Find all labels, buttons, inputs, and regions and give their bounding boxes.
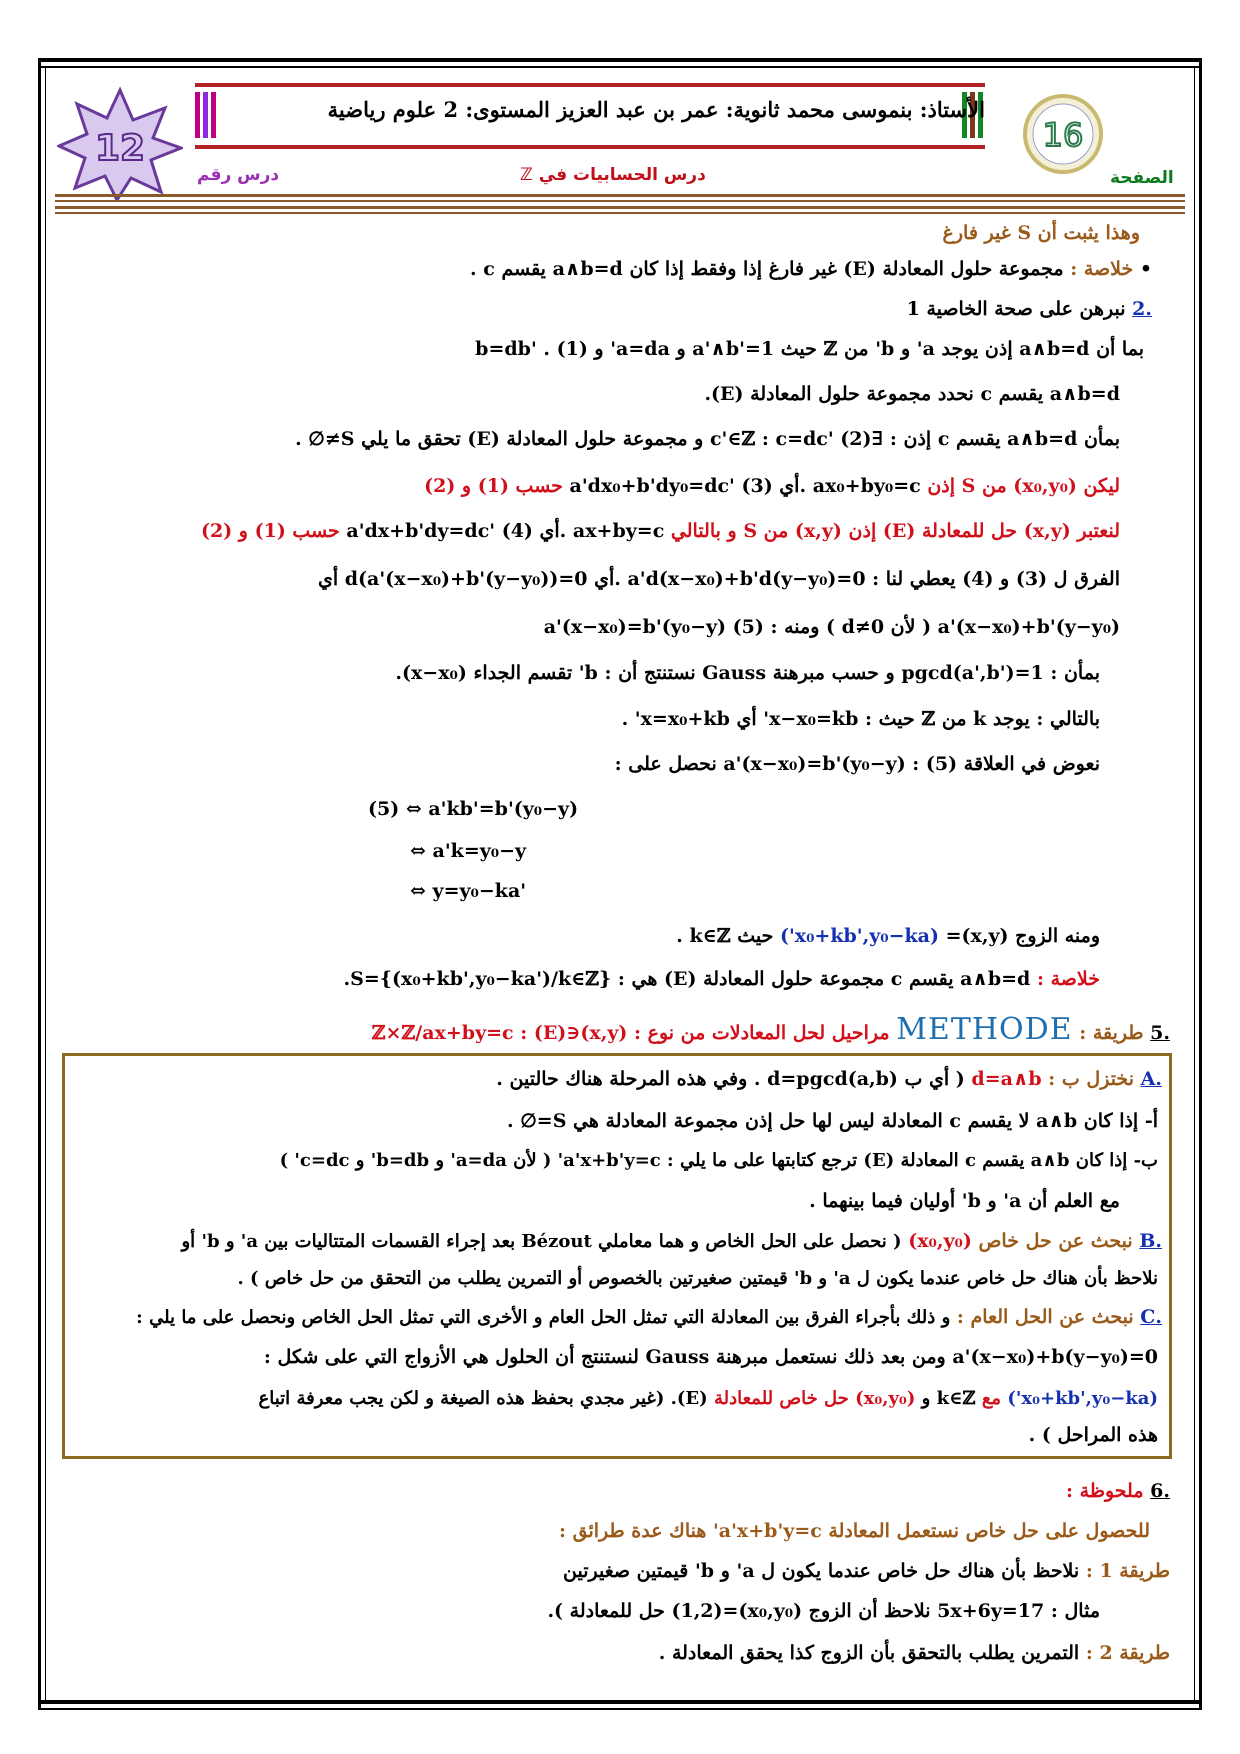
body-line-5: a∧b=d يقسم c نحدد مجموعة حلول المعادلة (E). [704, 383, 1120, 405]
body-line-10: a'(x−x₀)+b'(y−y₀) ( لأن d≠0 ) ومنه : a'(x−x₀)=b'(y₀−y) (5) [543, 616, 1120, 638]
line-8-part-b: (x,y) من S و بالتالي [670, 520, 842, 542]
lesson-title: درس الحسابيات في ℤ [520, 165, 706, 185]
body-line-7 [424, 475, 1120, 497]
header-divider-4 [55, 212, 1185, 214]
note-method-2-label: طريقة 2 : [1085, 1642, 1170, 1664]
line-17-part-a: ومنه الزوج (x,y)= [945, 925, 1100, 947]
step-c-text-2: و ذلك بأجراء الفرق بين المعادلة التي تمثل الحل العام و الأخرى التي تمثل الحل الخاص ونحصل على ما يلي : [136, 1307, 951, 1328]
section-2-heading [907, 298, 1152, 320]
line-8-part-a: لنعتبر (x,y) حل للمعادلة (E) إذن [848, 520, 1120, 542]
conclusion-text: مجموعة حلول المعادلة (E) غير فارغ إذا وفقط إذا كان a∧b=d يقسم c . [470, 258, 1064, 280]
conclusion-2-label: خلاصة : [1036, 968, 1100, 990]
method-step-b2: نلاحظ بأن هناك حل خاص عندما يكون ل a' و b' قيمتين صغيرتين بالخصوص أو التمرين يطلب من التحقق من حل خاص ) . [237, 1268, 1158, 1289]
step-c3-part-b: مع [981, 1388, 1002, 1409]
step-c-label: .C [1140, 1306, 1162, 1328]
header-stripe-top [195, 83, 985, 87]
line-8-part-c: ax+by=c .أي a'dx+b'dy=dc' (4) [346, 520, 665, 542]
conclusion-2-text: a∧b=d يقسم c مجموعة حلول المعادلة (E) هي : [617, 968, 1031, 990]
conclusion-line-1 [470, 258, 1152, 280]
step-b-text-3: ( نحصل على الحل الخاص و هما معاملي Bézout بعد إجراء القسمات المتتاليات بين a' و b' أو [181, 1231, 902, 1252]
method-step-b [181, 1230, 1162, 1252]
section-text: نبرهن على صحة الخاصية 1 [906, 298, 1126, 320]
step-a-text-1: نختزل ب : [1048, 1068, 1134, 1090]
body-line-6: بمأن a∧b=d يقسم c إذن : ∃c'∈ℤ : c=dc' (2) و مجموعة حلول المعادلة (E) تحقق ما يلي S≠∅ . [295, 428, 1120, 450]
line-7-part-b: ax₀+by₀=c .أي a'dx₀+b'dy₀=dc' (3) [569, 475, 921, 497]
note-heading [1066, 1480, 1170, 1502]
header-divider-1 [55, 194, 1185, 197]
frame-right-rule-thin [1194, 66, 1195, 1704]
method-step-c [136, 1306, 1162, 1328]
body-line-8 [201, 520, 1120, 542]
note-method-1-text: نلاحظ بأن هناك حل خاص عندما يكون ل a' و b' قيمتين صغيرتين [563, 1560, 1080, 1582]
step-a-label: .A [1140, 1068, 1162, 1090]
note-method-2-text: التمرين يطلب بالتحقق بأن الزوج كذا يحقق المعادلة . [658, 1642, 1080, 1664]
method-equation: (x,y)∈ℤ×ℤ/ax+by=c : (E) [371, 1022, 628, 1044]
frame-top-rule-thin [38, 66, 1202, 68]
body-line-17 [676, 925, 1100, 947]
body-line-12: بالتالي : يوجد k من ℤ حيث : x−x₀=kb' أي x=x₀+kb' . [621, 708, 1100, 730]
conclusion-2-set: S={(x₀+kb',y₀−ka')/k∈ℤ}. [343, 968, 612, 990]
method-label: طريقة : [1079, 1022, 1144, 1044]
section-number: .2 [1132, 298, 1152, 320]
lesson-number: 12 [94, 128, 146, 169]
conclusion-line-2 [344, 968, 1100, 990]
page-number-circle-badge [1022, 93, 1104, 175]
frame-bottom-rule-thin [38, 1708, 1202, 1710]
note-title: ملحوظة : [1066, 1480, 1144, 1502]
body-line-11: بمأن : pgcd(a',b')=1 و حسب مبرهنة Gauss نستنتج أن : b' تقسم الجداء (x−x₀). [395, 662, 1100, 684]
method-caption: مراحيل لحل المعادلات من نوع : [633, 1022, 890, 1044]
body-line-13: نعوض في العلاقة (5) : a'(x−x₀)=b'(y₀−y) نحصل على : [614, 753, 1100, 775]
step-a-text-3: ( أي ب d=pgcd(a,b) . وفي هذه المرحلة هناك حالتين . [496, 1068, 965, 1090]
method-step-a3: مع العلم أن a' و b' أوليان فيما بينهما . [809, 1190, 1120, 1212]
note-method-1-label: طريقة 1 : [1085, 1560, 1170, 1582]
line-17-part-b: (x₀+kb',y₀−ka') [779, 925, 939, 947]
bullet: • [1133, 258, 1152, 280]
header-stripe-bottom [195, 145, 985, 149]
step-c3-part-a: (x₀+kb',y₀−ka') [1007, 1388, 1158, 1409]
method-step-c4: هذه المراحل ) . [1028, 1424, 1158, 1446]
method-heading [372, 1012, 1170, 1047]
header-divider-2 [55, 200, 1185, 202]
step-b-text-1: نبحث عن حل خاص [978, 1230, 1133, 1252]
lesson-number-star-badge [57, 86, 183, 202]
method-step-a [496, 1068, 1162, 1090]
step-c3-part-e: (E). (غير مجدي بحفظ هذه الصيغة و لكن يجب معرفة اتباع [258, 1388, 708, 1409]
frame-top-rule [38, 58, 1202, 62]
lesson-number-caption: درس رقم [197, 165, 280, 185]
method-step-a2: ب- إذا كان a∧b يقسم c المعادلة (E) ترجع كتابتها على ما يلي : a'x+b'y=c' ( لأن a=da' و b=db' و c=dc' ) [279, 1150, 1158, 1171]
frame-left-rule [38, 58, 41, 1710]
line-7-part-c: حسب (1) و (2) [424, 475, 563, 497]
step-b-text-2: (x₀,y₀) [908, 1230, 972, 1252]
methode-word: METHODE [896, 1012, 1073, 1047]
equivalence-2: ⇔ a'k=y₀−y [410, 840, 527, 862]
step-c3-part-d: (x₀,y₀) حل خاص للمعادلة [713, 1388, 916, 1409]
frame-right-rule [1199, 58, 1202, 1710]
note-number: .6 [1150, 1480, 1170, 1502]
header-bar [195, 83, 985, 149]
method-step-c2: a'(x−x₀)+b(y−y₀)=0 ومن بعد ذلك نستعمل مبرهنة Gauss لنستنتج أن الحلول هي الأزواج التي على شكل : [263, 1346, 1158, 1368]
frame-left-rule-thin [45, 66, 46, 1704]
header-title: الأستاذ: بنموسى محمد ثانوية: عمر بن عبد العزيز المستوى: 2 علوم رياضية [327, 97, 985, 122]
note-line-1: للحصول على حل خاص نستعمل المعادلة a'x+b'y=c' هناك عدة طرائق : [559, 1520, 1150, 1542]
header-divider-3 [55, 206, 1185, 209]
note-example: مثال : 5x+6y=17 نلاحظ أن الزوج (x₀,y₀)=(1,2) حل للمعادلة ). [547, 1600, 1100, 1622]
step-c3-part-c: k∈ℤ و [921, 1388, 976, 1409]
note-method-2 [659, 1642, 1170, 1664]
page-caption: الصفحة [1110, 168, 1174, 188]
line-17-part-c: حيث k∈ℤ . [676, 925, 774, 947]
conclusion-label: خلاصة : [1070, 258, 1134, 280]
step-a-text-2: d=a∧b [971, 1068, 1042, 1090]
method-step-c3 [259, 1388, 1158, 1409]
step-c-text-1: نبحث عن الحل العام : [956, 1306, 1134, 1328]
body-line-9: الفرق ل (3) و (4) يعطي لنا : a'd(x−x₀)+b'd(y−y₀)=0 .أي d(a'(x−x₀)+b'(y−y₀))=0 أي [318, 568, 1120, 590]
page-number: 16 [1042, 116, 1084, 154]
body-line-4: بما أن a∧b=d إذن يوجد a' و b' من ℤ حيث a'∧b'=1 و a=da' و b=db' . (1) [475, 338, 1144, 360]
note-method-1 [563, 1560, 1170, 1582]
equivalence-1: (5) ⇔ a'kb'=b'(y₀−y) [368, 798, 579, 820]
step-b-label: .B [1139, 1230, 1162, 1252]
body-line-1: وهذا يثبت أن S غير فارغ [942, 222, 1140, 244]
equivalence-3: ⇔ y=y₀−ka' [410, 880, 527, 902]
line-8-part-d: حسب (1) و (2) [200, 520, 340, 542]
method-step-a1: أ- إذا كان a∧b لا يقسم c المعادلة ليس لها حل إذن مجموعة المعادلة هي S=∅ . [506, 1110, 1158, 1132]
line-7-part-a: ليكن (x₀,y₀) من S إذن [927, 475, 1120, 497]
frame-bottom-rule [38, 1700, 1202, 1704]
method-number: .5 [1150, 1022, 1170, 1044]
